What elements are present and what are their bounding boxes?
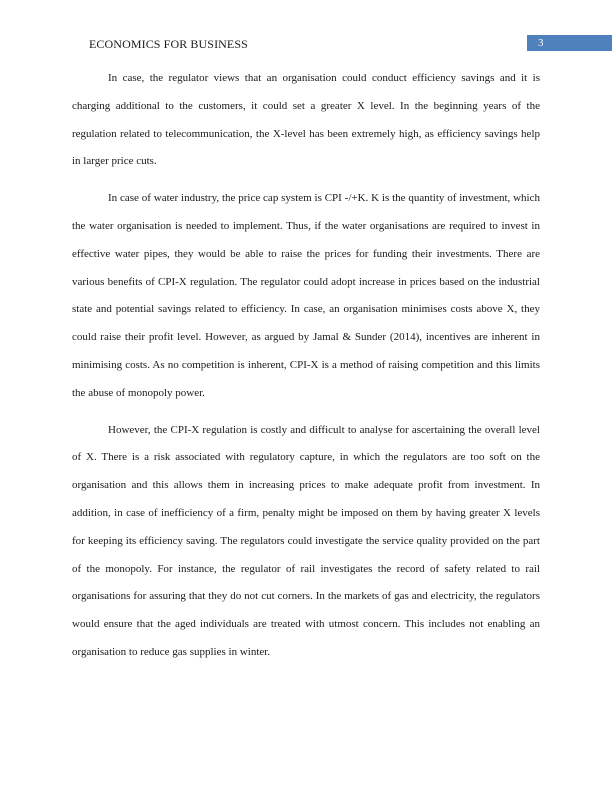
page-number-badge	[527, 35, 612, 51]
paragraph-2: In case of water industry, the price cap system is CPI -/+K. K is the quantity of investment, which the water organisation is needed to implement. Thus, if the water organisations are required to invest in effective water pipes, they would be able to raise the prices for funding their investments. There are various benefits of CPI-X regulation. The regulator could adopt increase in prices based on the industrial state and potential savings related to efficiency. In case, an organisation minimises costs above X, they could raise their profit level. However, as argued by Jamal & Sunder (2014), incentives are inherent in minimising costs. As no competition is inherent, CPI-X is a method of raising competition and this limits the abuse of monopoly power.	[72, 192, 540, 399]
paragraph-3: However, the CPI-X regulation is costly and difficult to analyse for ascertaining the overall level of X. There is a risk associated with regulatory capture, in which the regulators are too soft on the organisation and this allows them in increasing prices to make adequate profit from investment. In addition, in case of inefficiency of a firm, penalty might be imposed on them by having greater X levels for keeping its efficiency saving. The regulators could investigate the service quality provided on the part of the monopoly. For instance, the regulator of rail investigates the record of safety related to rail organisations for assuring that they do not cut corners. In the markets of gas and electricity, the regulators would ensure that the aged individuals are treated with utmost concern. This includes not enabling an organisation to reduce gas supplies in winter.	[72, 423, 540, 658]
running-header-title: ECONOMICS FOR BUSINESS	[89, 37, 248, 51]
paragraph-1: In case, the regulator views that an organisation could conduct efficiency savings and it is charging additional to the customers, it could set a greater X level. In the beginning years of the regulation related to telecommunication, the X-level has been extremely high, as efficiency savings help in larger price cuts.	[72, 72, 540, 168]
page-number: 3	[538, 37, 544, 49]
body-text	[72, 65, 540, 676]
